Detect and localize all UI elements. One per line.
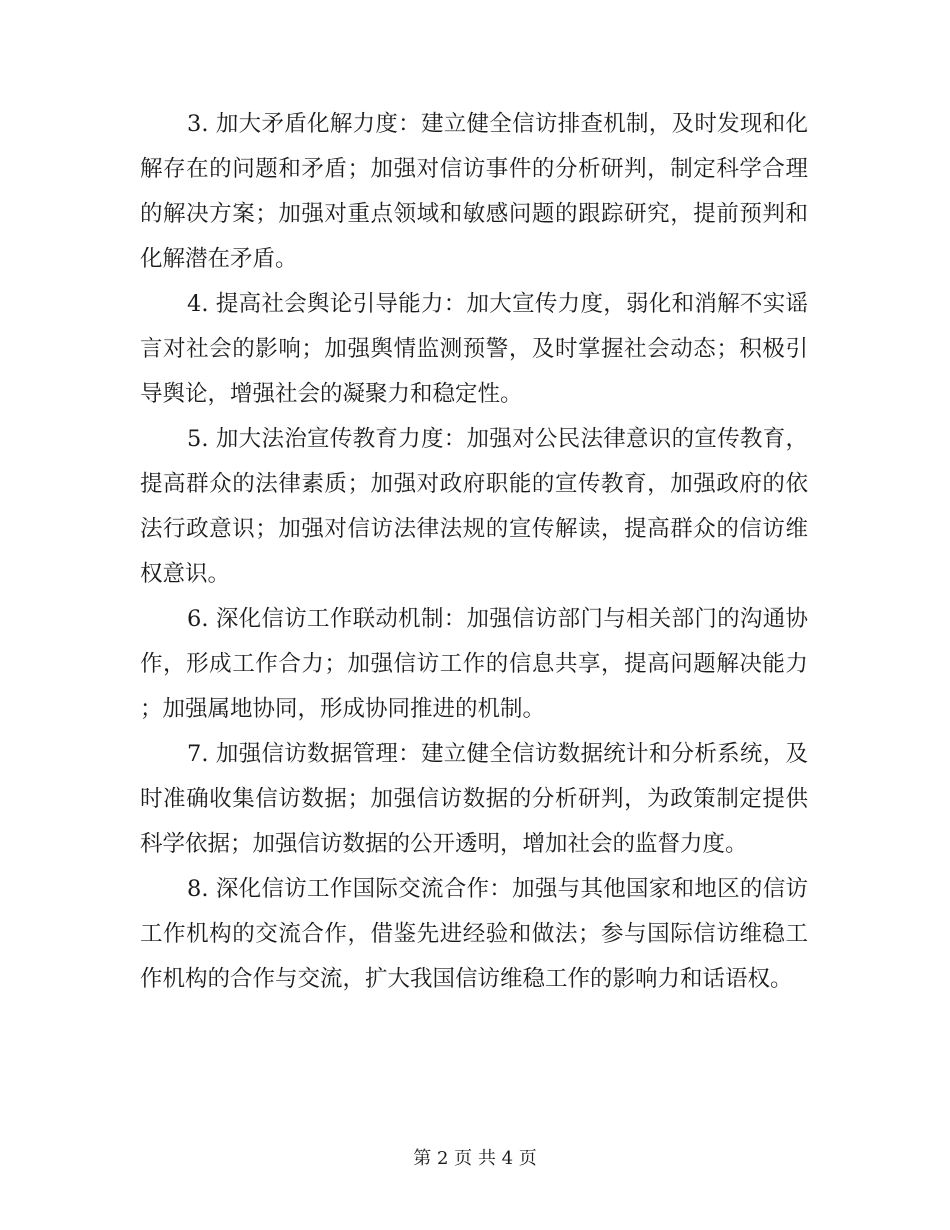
paragraph-item-7: 7. 加强信访数据管理：建立健全信访数据统计和分析系统，及时准确收集信访数据；加强信访数据的分析研判，为政策制定提供科学依据；加强信访数据的公开透明，增加社会的监督力度。 <box>140 741 808 857</box>
paragraph-item-5: 5. 加大法治宣传教育力度：加强对公民法律意识的宣传教育，提高群众的法律素质；加强对政府职能的宣传教育，加强政府的依法行政意识；加强对信访法律法规的宣传解读，提高群众的信访维权意识。 <box>140 426 808 587</box>
paragraph-item-8: 8. 深化信访工作国际交流合作：加强与其他国家和地区的信访工作机构的交流合作，借鉴先进经验和做法；参与国际信访维稳工作机构的合作与交流，扩大我国信访维稳工作的影响力和话语权。 <box>140 876 808 992</box>
paragraph-item-6: 6. 深化信访工作联动机制：加强信访部门与相关部门的沟通协作，形成工作合力；加强信访工作的信息共享，提高问题解决能力；加强属地协同，形成协同推进的机制。 <box>140 606 808 722</box>
page-number-footer: 第 2 页 共 4 页 <box>413 1148 537 1169</box>
document-body <box>140 102 808 1002</box>
paragraph-item-3: 3. 加大矛盾化解力度：建立健全信访排查机制，及时发现和化解存在的问题和矛盾；加强对信访事件的分析研判，制定科学合理的解决方案；加强对重点领域和敏感问题的跟踪研究，提前预判和化解潜在矛盾。 <box>140 111 808 272</box>
paragraph-item-4: 4. 提高社会舆论引导能力：加大宣传力度，弱化和消解不实谣言对社会的影响；加强舆情监测预警，及时掌握社会动态；积极引导舆论，增强社会的凝聚力和稳定性。 <box>140 291 808 407</box>
